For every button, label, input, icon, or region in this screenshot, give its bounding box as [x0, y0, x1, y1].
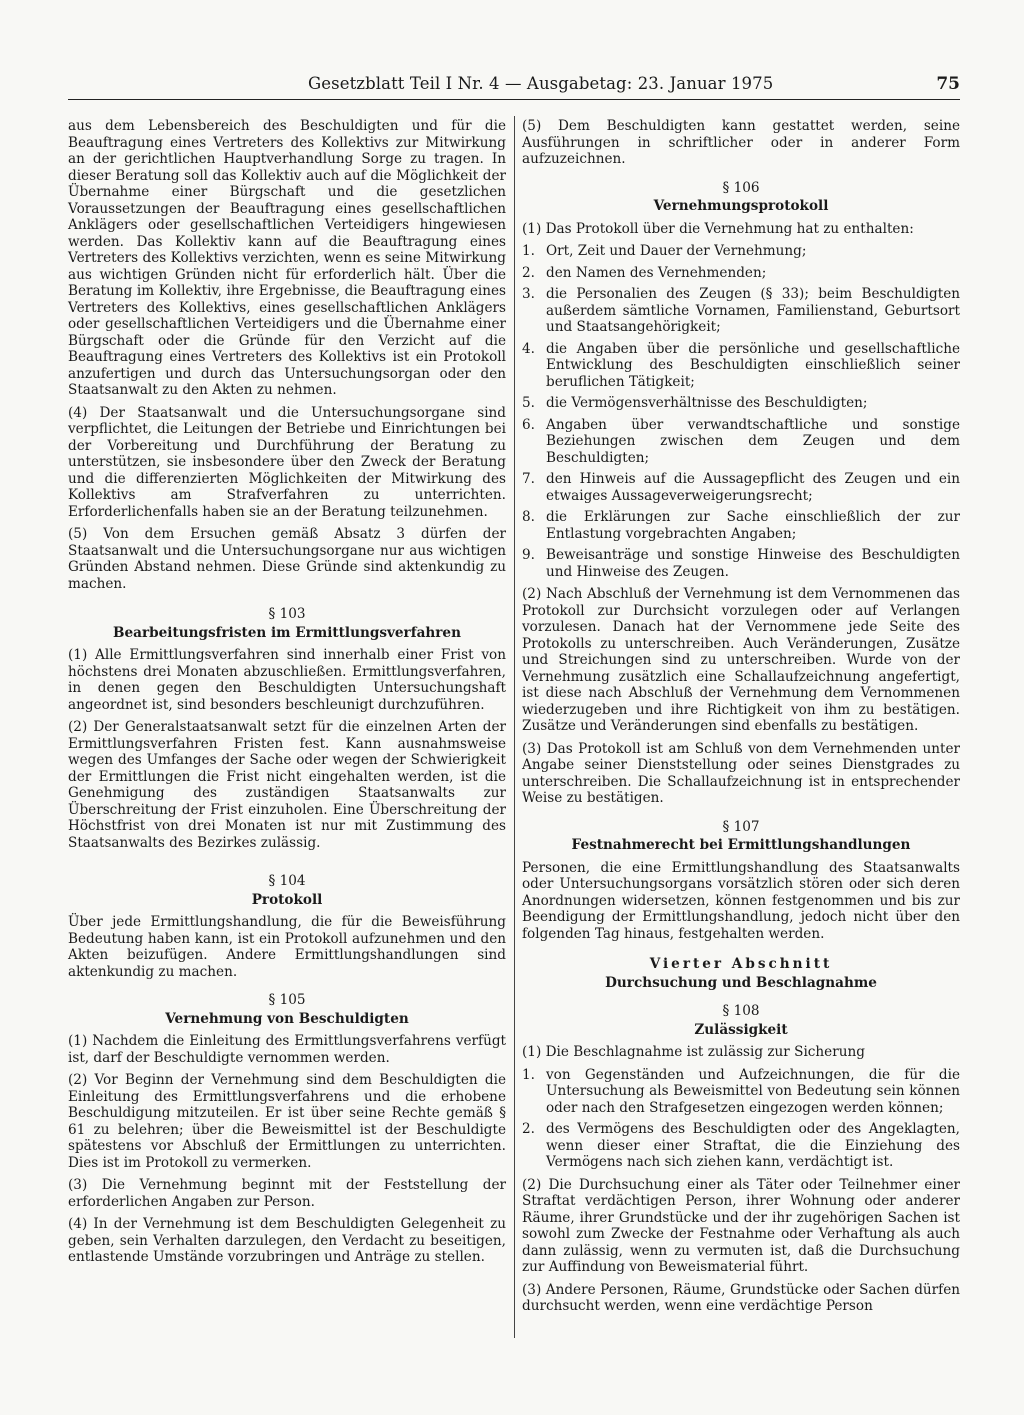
paragraph-5-right: (5) Dem Beschuldigten kann gestattet werden, seine Ausführungen in schriftlicher oder in anderer Form aufzuzeichnen.: [522, 118, 960, 167]
column-divider: [514, 116, 515, 1338]
chapter-heading: Durchsuchung und Beschlagnahme: [605, 974, 877, 991]
s105-paragraph-3: (3) Die Vernehmung beginnt mit der Feststellung der erforderlichen Angaben zur Person.: [68, 1177, 506, 1210]
list-item: [522, 265, 960, 282]
s104-paragraph: Über jede Ermittlungshandlung, die für die Beweisführung Bedeutung haben kann, ist ein Protokoll aufzunehmen und den Akten beizufügen. Andere Ermittlungshandlungen sind aktenkundig zu machen.: [68, 914, 506, 980]
s106-list: [522, 243, 960, 580]
section-heading-105: Vernehmung von Beschuldigten: [165, 1010, 409, 1027]
list-item: [522, 286, 960, 336]
header-title: Gesetzblatt Teil I Nr. 4 — Ausgabetag: 23. Januar 1975: [308, 74, 774, 93]
right-column: [522, 118, 960, 1321]
list-item-number: 9.: [522, 547, 535, 563]
list-item-text: Angaben über verwandtschaftliche und sonstige Beziehungen zwischen dem Zeugen und dem Beschuldigten;: [546, 416, 960, 466]
section-heading-103: Bearbeitungsfristen im Ermittlungsverfahren: [113, 624, 461, 641]
s105-paragraph-4: (4) In der Vernehmung ist dem Beschuldigten Gelegenheit zu geben, sein Verhalten darzulegen, den Verdacht zu beseitigen, entlastende Umstände vorzubringen und Anträge zu stellen.: [68, 1216, 506, 1265]
list-item-text: die Personalien des Zeugen (§ 33); beim Beschuldigten außerdem sämtliche Vornamen, Familienstand, Geburtsort und Staatsangehörigkeit;: [546, 286, 960, 335]
list-item-text: den Namen des Vernehmenden;: [546, 264, 767, 281]
list-item-text: Ort, Zeit und Dauer der Vernehmung;: [546, 243, 807, 259]
list-item-number: 2.: [522, 264, 535, 281]
section-number-105: § 105: [268, 992, 306, 1008]
list-item-text: den Hinweis auf die Aussagepflicht des Zeugen und ein etwaiges Aussageverweigerungsrecht;: [546, 471, 960, 504]
section-number-104: § 104: [268, 873, 306, 889]
paragraph-continued: aus dem Lebensbereich des Beschuldigten und für die Beauftragung eines Vertreters des Kollektivs zur Mitwirkung an der gerichtlichen Hauptverhandlung Sorge zu tragen. In dieser Beratung soll das Kollektiv auch auf die Möglichkeit der Übernahme einer Bürgschaft und die gesetzlichen Voraussetzungen der Beauftragung eines gesellschaftlichen Anklägers oder gesellschaftlichen Verteidigers hingewiesen werden. Das Kollektiv kann auf die Beauftragung eines Vertreters des Kollektivs verzichten, wenn es seine Mitwirkung aus wichtigen Gründen nicht für erforderlich hält. Über die Beratung im Kollektiv, ihre Ergebnisse, die Beauftragung eines Vertreters des Kollektivs, eines gesellschaftlichen Anklägers oder gesellschaftlichen Verteidigers und die Übernahme einer Bürgschaft oder die Gründe für den Verzicht auf die Beauftragung eines Vertreters des Kollektivs ist ein Protokoll anzufertigen und durch das Untersuchungsorgan oder den Staatsanwalt zu den Akten zu nehmen.: [68, 118, 506, 398]
paragraph-5: (5) Von dem Ersuchen gemäß Absatz 3 dürfen der Staatsanwalt und die Untersuchungsorgane nur aus wichtigen Gründen Abstand nehmen. Diese Gründe sind aktenkundig zu machen.: [68, 526, 506, 592]
s107-paragraph: Personen, die eine Ermittlungshandlung des Staatsanwalts oder Untersuchungsorgans vorsätzlich stören oder sich deren Anordnungen widersetzen, können festgenommen und bis zur Beendigung der Ermittlungshandlung, jedoch nicht über den folgenden Tag hinaus, festgehalten werden.: [522, 859, 960, 942]
s106-paragraph-3: (3) Das Protokoll ist am Schluß von dem Vernehmenden unter Angabe seiner Dienststellung oder seines Dienstgrades zu unterschreiben. Die Schallaufzeichnung ist in entsprechender Weise zu bestätigen.: [522, 740, 960, 806]
section-number-107: § 107: [722, 818, 760, 835]
s103-paragraph-2: (2) Der Generalstaatsanwalt setzt für die einzelnen Arten der Ermittlungsverfahren Fristen fest. Kann ausnahmsweise wegen des Umfanges der Sache oder wegen der Schwierigkeit der Ermittlungen die Frist nicht eingehalten werden, ist die Genehmigung des zuständigen Staatsanwalts zur Überschreitung der Frist einzuholen. Eine Überschreitung der Höchstfrist von drei Monaten ist nur mit Zustimmung des Staatsanwalts des Bezirkes zulässig.: [68, 719, 506, 851]
list-item: [522, 509, 960, 542]
list-item: [522, 547, 960, 580]
s106-paragraph-2: (2) Nach Abschluß der Vernehmung ist dem Vernommenen das Protokoll zur Durchsicht vorzulegen oder auf Verlangen vorzulesen. Danach hat der Vernommene jede Seite des Protokolls zu unterschreiben. Auch Veränderungen, Zusätze und Streichungen sind zu unterschreiben. Wurde von der Vernehmung zusätzlich eine Schallaufzeichnung angefertigt, ist diese nach Abschluß der Vernehmung dem Vernommenen wiederzugeben und ihre Richtigkeit von ihm zu bestätigen. Zusätze und Veränderungen sind ebenfalls zu bestätigen.: [522, 586, 960, 734]
list-item-number: 8.: [522, 509, 535, 525]
list-item-number: 1.: [522, 243, 535, 259]
list-item-number: 7.: [522, 471, 535, 487]
paragraph-4: (4) Der Staatsanwalt und die Untersuchungsorgane sind verpflichtet, die Leitungen der Betriebe und Einrichtungen bei der Vorbereitung und Durchführung der Beratung zu unterstützen, sie insbesondere über den Zweck der Beratung und die differenzierten Möglichkeiten der Mitwirkung des Kollektivs am Strafverfahren zu unterrichten. Erforderlichenfalls haben sie an der Beratung teilzunehmen.: [68, 404, 506, 520]
list-item-number: 6.: [522, 416, 535, 433]
section-number-108: § 108: [722, 1003, 760, 1019]
list-item-text: die Erklärungen zur Sache einschließlich der zur Entlastung vorgebrachten Angaben;: [546, 509, 960, 542]
list-item: [522, 1067, 960, 1117]
s106-paragraph-1: (1) Das Protokoll über die Vernehmung hat zu enthalten:: [522, 220, 914, 237]
list-item-text: des Vermögens des Beschuldigten oder des Angeklagten, wenn dieser einer Straftat, die die Einziehung des Vermögens nach sich ziehen kann, verdächtigt ist.: [546, 1121, 960, 1170]
section-heading-106: Vernehmungsprotokoll: [653, 198, 829, 214]
list-item: [522, 1121, 960, 1171]
s108-paragraph-1: (1) Die Beschlagnahme ist zulässig zur Sicherung: [522, 1044, 865, 1060]
s105-paragraph-1: (1) Nachdem die Einleitung des Ermittlungsverfahrens verfügt ist, darf der Beschuldigte vernommen werden.: [68, 1033, 506, 1066]
list-item-number: 5.: [522, 395, 535, 411]
section-number-106: § 106: [722, 179, 760, 196]
list-item: [522, 471, 960, 504]
list-item-number: 1.: [522, 1066, 535, 1083]
header-rule: [68, 99, 960, 100]
list-item: [522, 341, 960, 391]
list-item-number: 4.: [522, 340, 535, 357]
page-number: 75: [936, 74, 960, 94]
s108-paragraph-3: (3) Andere Personen, Räume, Grundstücke oder Sachen dürfen durchsucht werden, wenn eine verdächtige Person: [522, 1281, 960, 1314]
list-item: [522, 243, 960, 260]
list-item-text: die Angaben über die persönliche und gesellschaftliche Entwicklung des Beschuldigten einschließlich seiner beruflichen Tätigkeit;: [546, 340, 960, 390]
chapter-title: Vierter Abschnitt: [649, 956, 833, 972]
list-item-text: von Gegenständen und Aufzeichnungen, die für die Untersuchung als Beweismittel von Bedeutung sein können oder nach den Strafgesetzen eingezogen werden können;: [546, 1066, 960, 1116]
list-item-text: Beweisanträge und sonstige Hinweise des Beschuldigten und Hinweise des Zeugen.: [546, 547, 960, 580]
s108-list: [522, 1067, 960, 1171]
s103-paragraph-1: (1) Alle Ermittlungsverfahren sind innerhalb einer Frist von höchstens drei Monaten abzuschließen. Ermittlungsverfahren, in denen gegen den Beschuldigten Untersuchungshaft angeordnet ist, sind besonders beschleunigt durchzuführen.: [68, 647, 506, 713]
left-column: [68, 118, 506, 1272]
s108-paragraph-2: (2) Die Durchsuchung einer als Täter oder Teilnehmer einer Straftat verdächtigen Person, ihrer Wohnung oder anderer Räume, ihrer Grundstücke und der ihr zugehörigen Sachen ist sowohl zum Zwecke der Festnahme oder Verhaftung als auch dann zulässig, wenn zu vermuten ist, daß die Durchsuchung zur Auffindung von Beweismaterial führt.: [522, 1176, 960, 1275]
s105-paragraph-2: (2) Vor Beginn der Vernehmung sind dem Beschuldigten die Einleitung des Ermittlungsverfahrens und die erhobene Beschuldigung mitzuteilen. Er ist über seine Rechte gemäß § 61 zu belehren; über die Beweismittel ist der Beschuldigte spätestens vor Abschluß der Ermittlungen zu unterrichten. Dies ist im Protokoll zu vermerken.: [68, 1072, 506, 1171]
list-item: [522, 417, 960, 467]
list-item: [522, 395, 960, 412]
section-heading-107: Festnahmerecht bei Ermittlungshandlungen: [571, 837, 911, 853]
page-header: [68, 74, 960, 98]
section-number-103: § 103: [268, 606, 306, 622]
list-item-number: 3.: [522, 286, 535, 302]
list-item-number: 2.: [522, 1121, 535, 1137]
section-heading-108: Zulässigkeit: [694, 1021, 788, 1038]
section-heading-104: Protokoll: [251, 891, 323, 908]
list-item-text: die Vermögensverhältnisse des Beschuldigten;: [546, 395, 868, 411]
